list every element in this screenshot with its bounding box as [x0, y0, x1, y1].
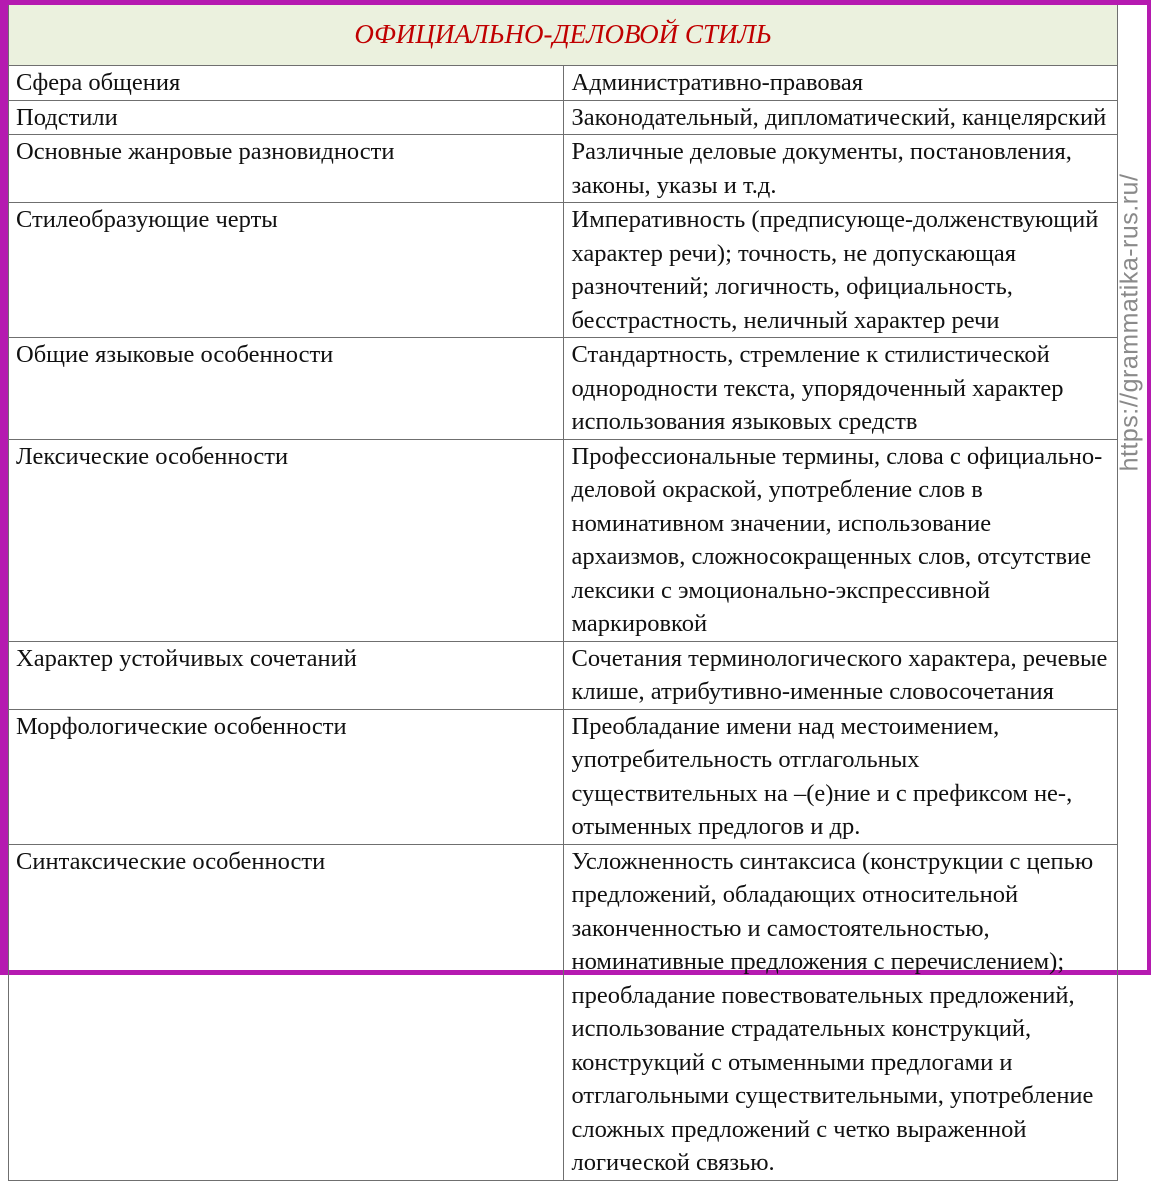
table-row — [9, 203, 1118, 338]
table-row — [9, 709, 1118, 844]
row-value: Законодательный, дипломатический, канцелярский — [563, 100, 1118, 135]
row-value: Стандартность, стремление к стилистической однородности текста, упорядоченный характер использования языковых средств — [563, 338, 1118, 440]
row-label: Синтаксические особенности — [9, 844, 564, 1180]
watermark — [1115, 0, 1144, 975]
row-value: Императивность (предписующе-долженствующий характер речи); точность, не допускающая разночтений; логичность, официальность, бесстрастность, неличный характер речи — [563, 203, 1118, 338]
row-value: Усложненность синтаксиса (конструкции с цепью предложений, обладающих относительной законченностью и самостоятельностью, номинативные предложения с перечислением); преобладание повествовательных предложений, использование страдательных конструкций, конструкций с отыменными предлогами и отглагольными существительными, употребление сложных предложений с четко выраженной логической связью. — [563, 844, 1118, 1180]
row-value: Различные деловые документы, постановления, законы, указы и т.д. — [563, 135, 1118, 203]
row-value: Преобладание имени над местоимением, употребительность отглагольных существительных на –(е)ние и с префиксом не-, отыменных предлогов и др. — [563, 709, 1118, 844]
row-label: Сфера общения — [9, 66, 564, 101]
table-row — [9, 100, 1118, 135]
row-label: Лексические особенности — [9, 439, 564, 641]
table-row — [9, 66, 1118, 101]
row-label: Стилеобразующие черты — [9, 203, 564, 338]
table-title: ОФИЦИАЛЬНО-ДЕЛОВОЙ СТИЛЬ — [9, 5, 1118, 66]
row-label: Основные жанровые разновидности — [9, 135, 564, 203]
style-table — [8, 5, 1118, 1181]
watermark-text: https://grammatika-rus.ru/ — [1115, 173, 1144, 472]
row-label: Подстили — [9, 100, 564, 135]
row-label: Характер устойчивых сочетаний — [9, 641, 564, 709]
table-row — [9, 439, 1118, 641]
row-value: Сочетания терминологического характера, речевые клише, атрибутивно-именные словосочетания — [563, 641, 1118, 709]
row-value: Административно-правовая — [563, 66, 1118, 101]
table-row — [9, 338, 1118, 440]
table-row — [9, 844, 1118, 1180]
table-row — [9, 135, 1118, 203]
table-row — [9, 641, 1118, 709]
row-label: Морфологические особенности — [9, 709, 564, 844]
row-label: Общие языковые особенности — [9, 338, 564, 440]
row-value: Профессиональные термины, слова с официально-деловой окраской, употребление слов в номинативном значении, использование архаизмов, сложносокращенных слов, отсутствие лексики с эмоционально-экспрессивной маркировкой — [563, 439, 1118, 641]
title-row — [9, 5, 1118, 66]
